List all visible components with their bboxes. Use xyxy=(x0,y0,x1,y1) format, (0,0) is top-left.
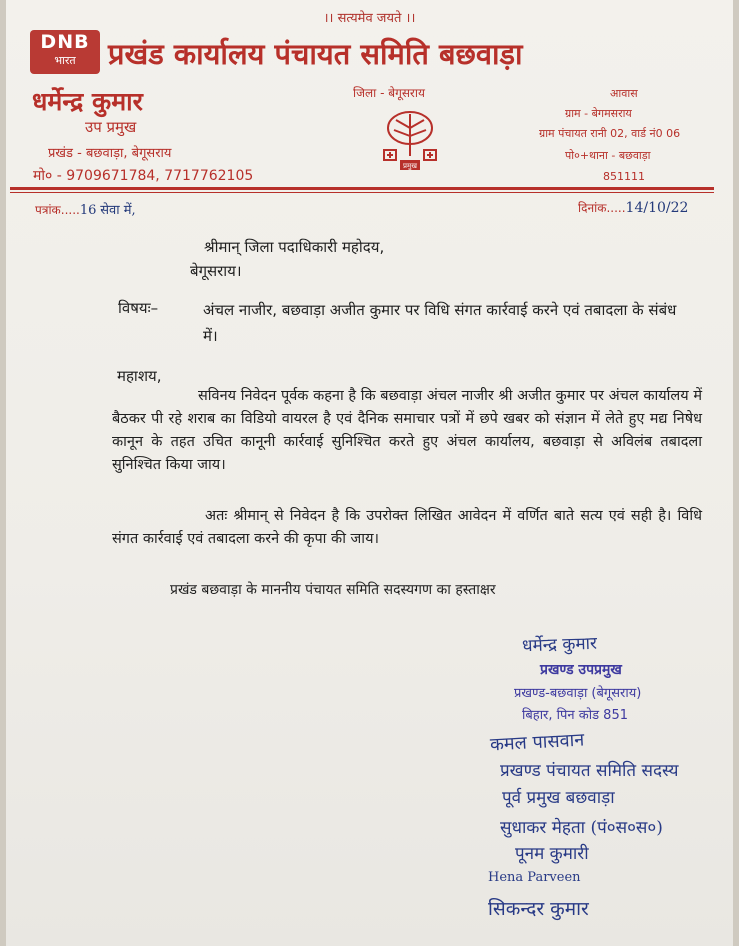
letter-date xyxy=(578,199,688,216)
stamp-line-3: बिहार, पिन कोड 851 xyxy=(522,708,628,723)
watermark-logo xyxy=(30,30,100,74)
residence-panchayat: ग्राम पंचायत रानी 02, वार्ड नं0 06 xyxy=(539,127,681,140)
signature-6: पूनम कुमारी xyxy=(515,844,589,864)
district-label: जिला - बेगूसराय xyxy=(353,86,425,100)
residence-post-office: पो०+थाना - बछवाड़ा xyxy=(565,149,651,162)
ref-label: पत्रांक..... xyxy=(35,203,80,217)
date-value: 14/10/22 xyxy=(625,200,689,216)
residence-pin: 851111 xyxy=(603,170,645,183)
watermark-line2: भारत xyxy=(54,54,76,67)
signature-3: प्रखण्ड पंचायत समिति सदस्य xyxy=(500,761,679,781)
signature-4: पूर्व प्रमुख बछवाड़ा xyxy=(502,788,615,808)
addressee-line1: श्रीमान् जिला पदाधिकारी महोदय, xyxy=(204,238,385,256)
ref-number: 16 xyxy=(79,203,97,218)
stamp-line-1: प्रखण्ड उपप्रमुख xyxy=(540,662,622,678)
residence-label: आवास xyxy=(610,87,638,100)
salutation: महाशय, xyxy=(117,367,162,385)
sender-mobile: मो० - 9709671784, 7717762105 xyxy=(33,168,254,184)
tree-emblem-icon xyxy=(374,106,446,178)
residence-village: ग्राम - बेगमसराय xyxy=(565,107,632,120)
sender-name: धर्मेन्द्र कुमार xyxy=(32,87,143,116)
ref-note: सेवा में, xyxy=(100,203,136,218)
addressee-line2: बेगूसराय। xyxy=(190,262,242,280)
letterhead-divider xyxy=(10,187,714,190)
sender-designation: उप प्रमुख xyxy=(85,118,137,136)
watermark-line1: DNB xyxy=(40,31,90,53)
subject-text: अंचल नाजीर, बछवाड़ा अजीत कुमार पर विधि संगत कार्रवाई करने एवं तबादला के संबंध में। xyxy=(203,301,677,345)
reference-number xyxy=(35,200,136,218)
signature-2: कमल पासवान xyxy=(489,729,585,756)
emblem-caption: प्रमुख xyxy=(403,162,417,170)
date-label: दिनांक..... xyxy=(578,201,626,215)
signature-8: सिकन्दर कुमार xyxy=(488,898,589,920)
signature-1: धर्मेन्द्र कुमार xyxy=(521,633,598,657)
signature-5: सुधाकर मेहता (पं०स०स०) xyxy=(500,818,663,838)
letterhead-divider-thin xyxy=(10,192,714,193)
subject-label: विषयः– xyxy=(118,299,159,317)
signature-7: Hena Parveen xyxy=(488,870,581,885)
body-paragraph-1: सविनय निवेदन पूर्वक कहना है कि बछवाड़ा अंचल नाजीर श्री अजीत कुमार पर अंचल कार्यालय में बैठकर पी रहे शराब का विडियो वायरल है एवं दैनिक समाचार पत्रों में छपे खबर को संज्ञान में लेते हुए मद्य निषेध कानून के तहत उचित कानूनी कार्रवाई सुनिश्चित करते हुए अंचल कार्यालय, बछवाड़ा से अविलंब तबादला सुनिश्चित किया जाय। xyxy=(112,388,702,473)
stamp-line-2: प्रखण्ड-बछवाड़ा (बेगूसराय) xyxy=(514,686,642,701)
office-title: प्रखंड कार्यालय पंचायत समिति बछवाड़ा xyxy=(108,37,523,71)
motto: ।। सत्यमेव जयते ।। xyxy=(323,11,416,26)
closing-line: प्रखंड बछवाड़ा के माननीय पंचायत समिति सदस्यगण का हस्ताक्षर xyxy=(170,582,496,598)
body-paragraph-2: अतः श्रीमान् से निवेदन है कि उपरोक्त लिखित आवेदन में वर्णित बाते सत्य एवं सही है। विधि संगत कार्रवाई एवं तबादला करने की कृपा की जाय। xyxy=(112,508,702,547)
sender-address: प्रखंड - बछवाड़ा, बेगूसराय xyxy=(48,146,172,161)
